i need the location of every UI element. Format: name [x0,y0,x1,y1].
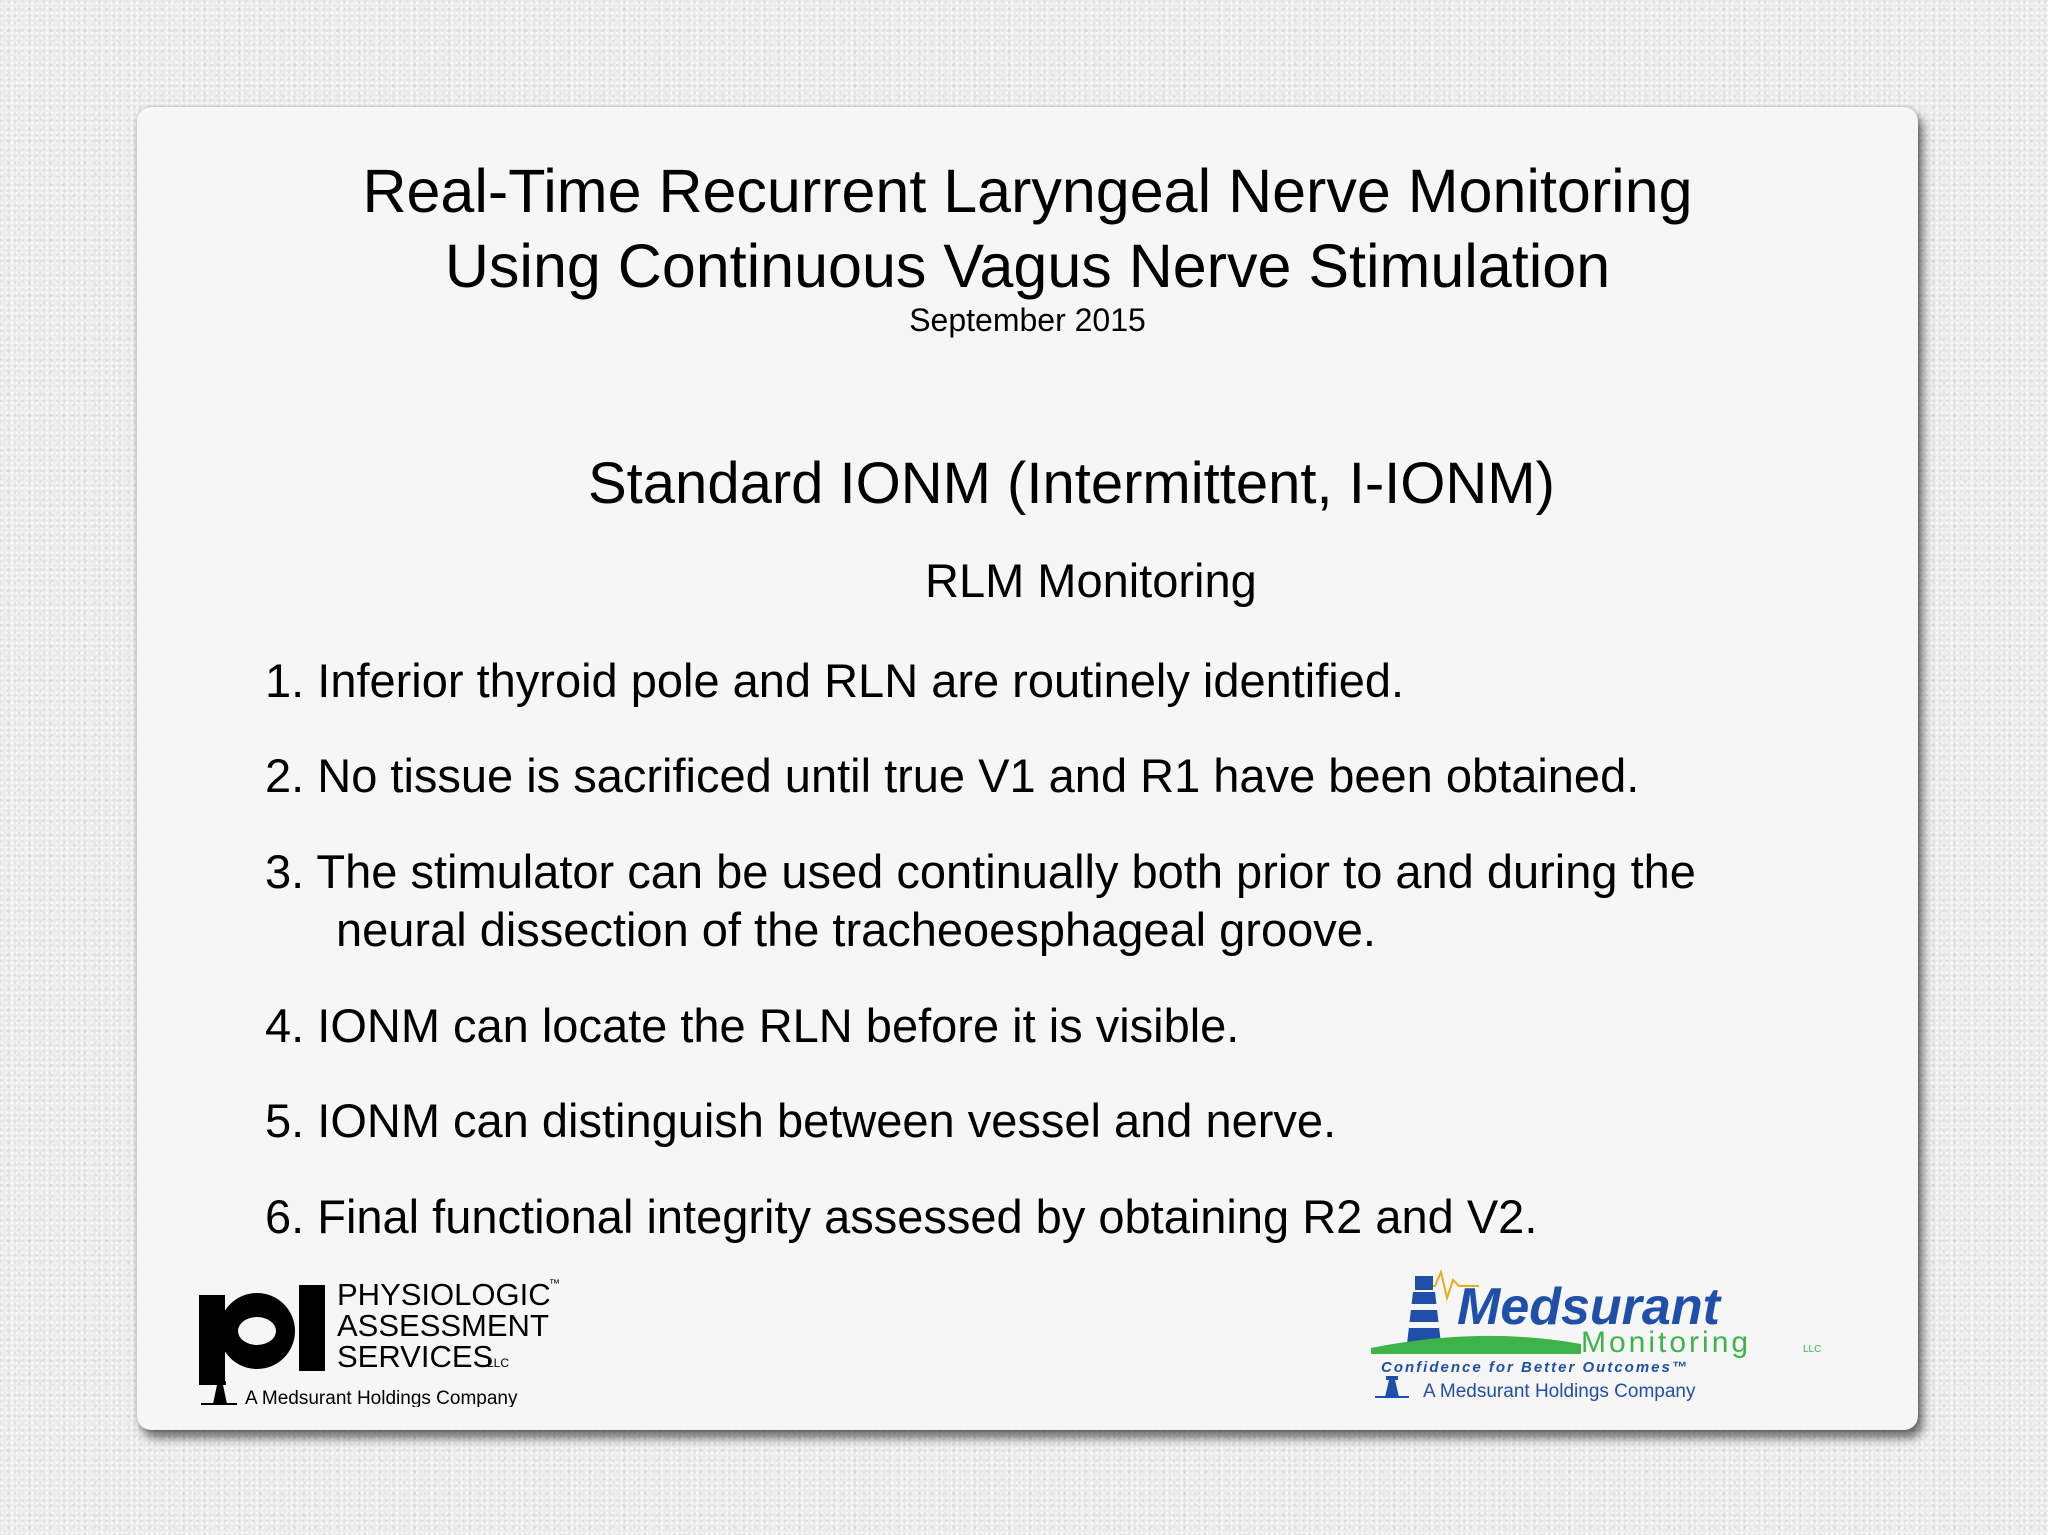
slide-title-line-2: Using Continuous Vagus Nerve Stimulation [444,232,1611,300]
list-item-6: 6. Final functional integrity assessed by obtaining R2 and V2. [265,1190,1538,1243]
medsurant-monitoring: Monitoring [1581,1326,1752,1359]
medsurant-llc: LLC [1803,1344,1822,1355]
pas-llc: LLC [487,1356,510,1370]
slide-card [137,107,1918,1430]
green-wave [1371,1336,1581,1354]
medsurant-slogan: Confidence for Better Outcomes™ [1381,1359,1689,1376]
slide-title-line-1: Real-Time Recurrent Laryngeal Nerve Monitoring [362,157,1693,225]
medsurant-tagline: A Medsurant Holdings Company [1423,1381,1696,1402]
slide-subtitle: Standard IONM (Intermittent, I-IONM) [588,451,1555,516]
list-item-2: 2. No tissue is sacrificed until true V1 and R1 have been obtained. [265,749,1640,802]
pas-tm: ™ [549,1278,560,1290]
pas-line-3: SERVICES [337,1339,494,1374]
small-lighthouse-icon [1375,1376,1409,1397]
list-item-3: 3. The stimulator can be used continually both prior to and during the [265,845,1696,898]
pas-line-2: ASSESSMENT [337,1308,549,1343]
medsurant-logo [1371,1252,1841,1402]
pas-tagline: A Medsurant Holdings Company [245,1388,518,1407]
pas-logo [197,1267,657,1407]
list-item-5: 5. IONM can distinguish between vessel and nerve. [265,1094,1337,1147]
list-item-3-continuation: neural dissection of the tracheoesphageal groove. [336,903,1376,956]
section-heading: RLM Monitoring [925,554,1257,607]
slide-date: September 2015 [909,302,1146,338]
list-item-4: 4. IONM can locate the RLN before it is visible. [265,999,1240,1052]
medsurant-name: Medsurant [1457,1278,1720,1336]
list-item-1: 1. Inferior thyroid pole and RLN are routinely identified. [265,654,1405,707]
pas-line-1: PHYSIOLOGIC [337,1277,551,1312]
pas-mark-icon [199,1285,325,1385]
